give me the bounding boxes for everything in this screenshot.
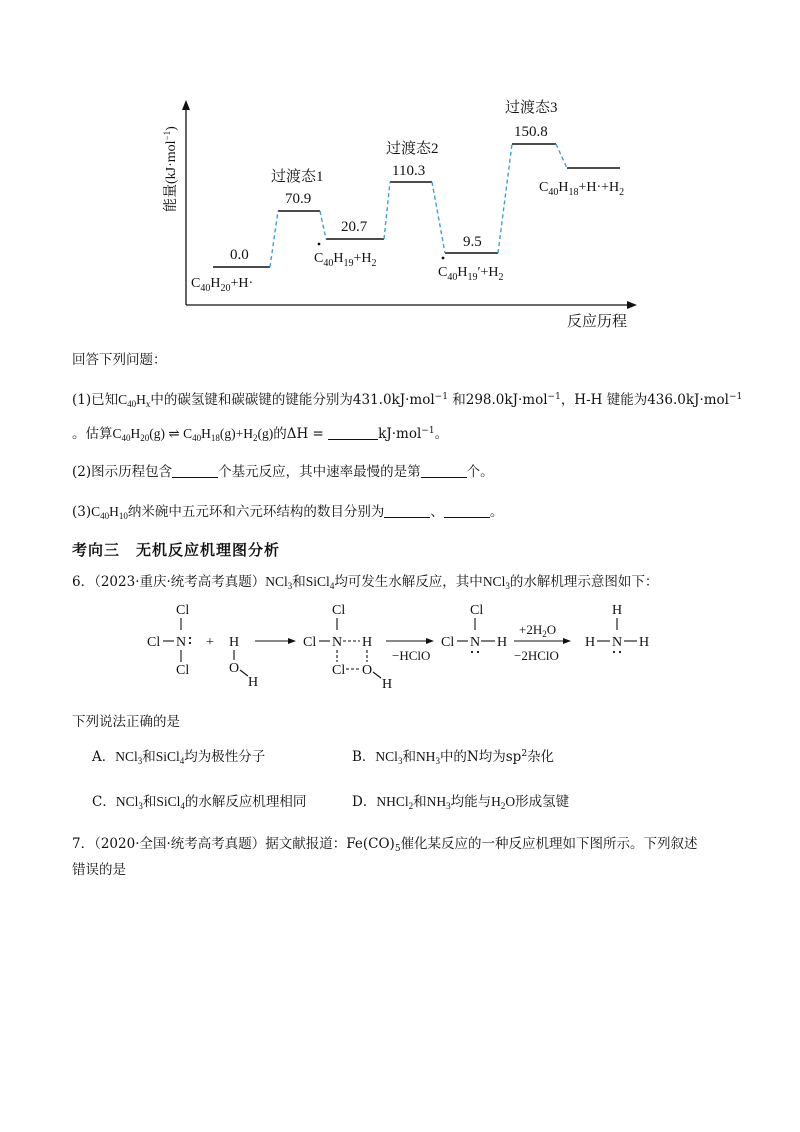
svg-text:−2HClO: −2HClO xyxy=(514,648,559,663)
problem-7-line-2: 错误的是 xyxy=(72,862,126,878)
question-1-line-2: 。估算$C_{40}H_{20}(g)$ ⇌ $C_{40}H_{18}(g)+H_2(g)$的ΔH = kJ·mol$^{-1}$。 xyxy=(72,426,449,443)
svg-text:H: H xyxy=(497,635,508,650)
svg-text:Cl: Cl xyxy=(332,603,346,618)
question-2: (2)图示历程包含 个基元反应，其中速率最慢的是第 个。 xyxy=(72,464,494,480)
ts1-label: 过渡态1 xyxy=(271,169,324,185)
svg-text:H: H xyxy=(612,603,623,618)
svg-text:Cl: Cl xyxy=(176,603,190,618)
svg-text:+2H2O: $+2H_2O$ xyxy=(519,622,557,639)
svg-text:Cl: Cl xyxy=(176,663,190,678)
option-b[interactable]: B．NCl$_3$和$NH_3$中的N均为$sp^2$杂化 xyxy=(352,749,555,766)
level-value-0: 0.0 xyxy=(230,247,249,263)
question-3: $(3)C_{40}H_{10}$纳米碗中五元环和六元环结构的数目分别为 、 。 xyxy=(72,504,504,521)
level-value-ts1: 70.9 xyxy=(285,191,312,207)
hydrolysis-mechanism xyxy=(0,600,800,690)
svg-text:H: H xyxy=(585,635,596,650)
svg-text:−HClO: −HClO xyxy=(392,648,431,663)
problem-6-stem: 6．（2023·重庆·统考高考真题）NCl$_3$和SiCl$_4$均可发生水解反应，其中NCl$_3$的水解机理示意图如下： xyxy=(72,574,659,591)
svg-text:N: N xyxy=(332,635,343,650)
svg-text:O: O xyxy=(362,663,373,678)
option-d[interactable]: D．NHCl$_2$和$NH_3$均能与$H_2O$形成氢键 xyxy=(352,794,570,811)
svg-text:N: N xyxy=(612,635,623,650)
answer-blank-steps[interactable] xyxy=(172,464,218,478)
energy-diagram xyxy=(0,0,800,340)
svg-text:Cl: Cl xyxy=(303,635,317,650)
answer-blank-dh[interactable] xyxy=(328,426,378,440)
level-value-int1: 20.7 xyxy=(341,219,368,235)
level-value-int2: 9.5 xyxy=(463,234,482,250)
questions-intro: 回答下列问题： xyxy=(72,352,167,368)
radical-dot-1 xyxy=(318,243,321,246)
svg-text:H: H xyxy=(382,677,393,690)
svg-text:H: H xyxy=(248,675,259,690)
level-value-ts3: 150.8 xyxy=(514,124,548,140)
svg-text:+: + xyxy=(206,635,214,650)
svg-text:N: N xyxy=(470,635,481,650)
option-a[interactable]: A．NCl$_3$和SiCl$_4$均为极性分子 xyxy=(92,749,266,766)
level-value-ts2: 110.3 xyxy=(392,163,426,179)
svg-text:Cl: Cl xyxy=(470,603,484,618)
species-c40h19-h2: $C_{40}H_{19}+H_2$ xyxy=(314,251,377,269)
svg-text:H: H xyxy=(229,635,240,650)
x-axis-label: 反应历程 xyxy=(567,314,628,330)
species-c40h20-h: $C_{40}H_{20}+H\cdot$ xyxy=(191,276,254,294)
y-axis-arrow xyxy=(182,100,190,110)
ts3-label: 过渡态3 xyxy=(505,100,558,116)
section-title: 考向三 无机反应机理图分析 xyxy=(72,541,281,559)
answer-blank-six-ring[interactable] xyxy=(444,504,490,518)
question-1-line-1: (1)已知$C_{40}H_x$中的碳氢键和碳碳键的键能分别为431.0kJ·mol$^{-1}$ 和298.0kJ·mol$^{-1}$，H-H 键能为436.0kJ·mol$^{-1}$ xyxy=(72,392,743,409)
option-c[interactable]: C．NCl$_3$和SiCl$_4$的水解反应机理相同 xyxy=(92,794,307,811)
svg-text:O: O xyxy=(229,661,240,676)
answer-blank-five-ring[interactable] xyxy=(384,504,430,518)
problem-6-prompt: 下列说法正确的是 xyxy=(72,714,180,730)
species-c40h19p-h2: $C_{40}H_{19}'+H_2$ xyxy=(438,265,504,283)
svg-text:Cl: Cl xyxy=(441,635,455,650)
svg-text:Cl: Cl xyxy=(332,663,346,678)
svg-text:N: N xyxy=(176,635,187,650)
svg-text:H: H xyxy=(639,635,650,650)
y-axis-label: 能量(kJ·mol$^{-1}$) xyxy=(162,126,179,212)
problem-7-line-1: 7．（2020·全国·统考高考真题）据文献报道：$Fe(CO)_5$催化某反应的一种反应机理如下图所示。下列叙述 xyxy=(72,836,698,854)
svg-text:H: H xyxy=(362,635,373,650)
answer-blank-slowest[interactable] xyxy=(421,464,467,478)
species-c40h18-h-h2: $C_{40}H_{18}+H\cdot+H_2$ xyxy=(539,180,625,198)
radical-dot-2 xyxy=(442,257,445,260)
x-axis-arrow xyxy=(627,301,637,309)
svg-text:Cl: Cl xyxy=(147,635,161,650)
ts2-label: 过渡态2 xyxy=(386,141,439,157)
